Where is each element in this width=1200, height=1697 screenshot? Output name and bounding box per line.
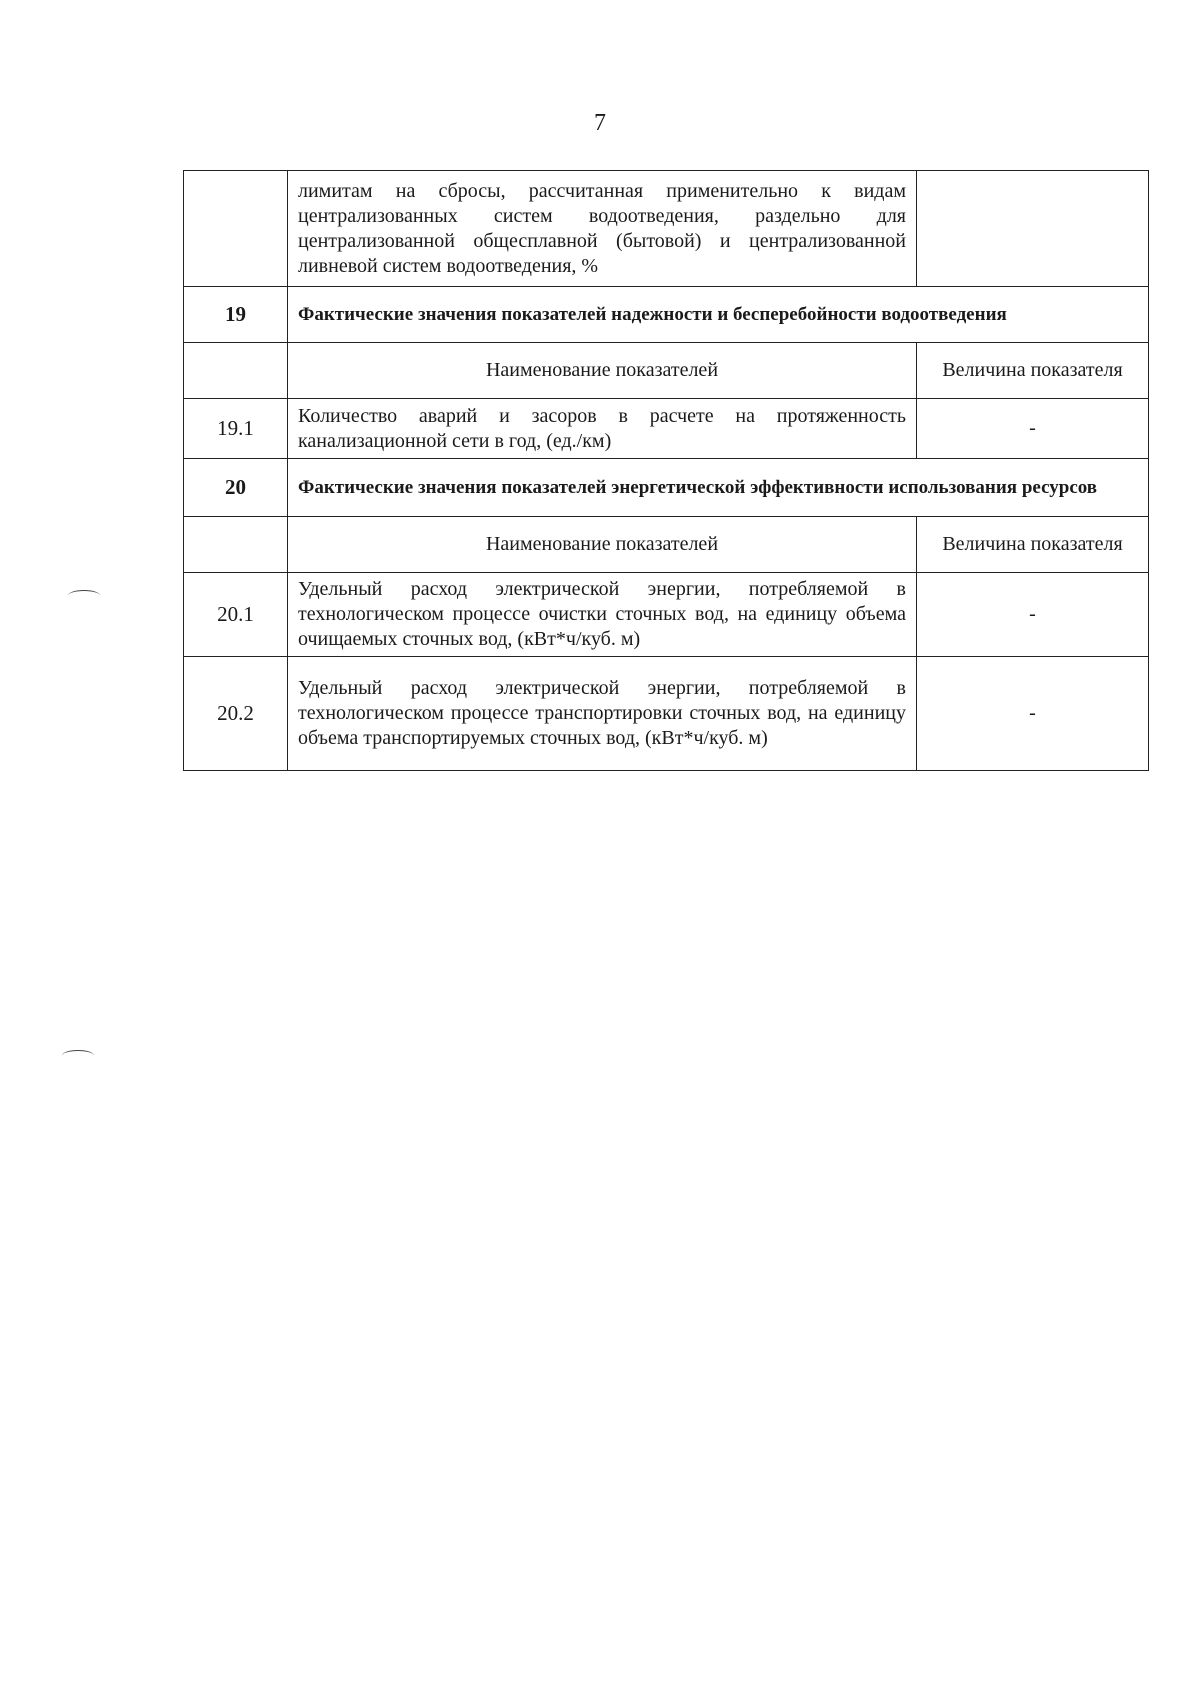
indicator-value: - [917,657,1149,771]
section-title: Фактические значения показателей энергетической эффективности использования ресурсов [288,459,1149,517]
column-header-value: Величина показателя [917,343,1149,399]
section-number: 20 [184,459,288,517]
column-header-value: Величина показателя [917,517,1149,573]
indicators-table [183,170,1149,771]
page-number: 7 [594,110,606,136]
indicator-text: Количество аварий и засоров в расчете на протяженность канализационной сети в год, (ед./км) [288,399,917,459]
table-row [184,573,1149,657]
column-header-name: Наименование показателей [288,517,917,573]
punch-hole-mark [68,590,100,601]
row-number: 19.1 [184,399,288,459]
section-row [184,459,1149,517]
row-number: 20.2 [184,657,288,771]
indicator-text: Удельный расход электрической энергии, потребляемой в технологическом процессе транспортировки сточных вод, на единицу объема транспортируемых сточных вод, (кВт*ч/куб. м) [288,657,917,771]
section-title: Фактические значения показателей надежности и бесперебойности водоотведения [288,287,1149,343]
indicator-text: лимитам на сбросы, рассчитанная применительно к видам централизованных систем водоотведения, раздельно для централизованной общесплавной (бытовой) и централизованной ливневой систем водоотведения, % [288,171,917,287]
num-cell [184,517,288,573]
num-cell [184,343,288,399]
table-row [184,399,1149,459]
indicator-value: - [917,573,1149,657]
section-row [184,287,1149,343]
indicator-value: - [917,399,1149,459]
table-row [184,171,1149,287]
header-row [184,343,1149,399]
table-row [184,657,1149,771]
column-header-name: Наименование показателей [288,343,917,399]
punch-hole-mark [62,1050,94,1061]
indicator-text: Удельный расход электрической энергии, потребляемой в технологическом процессе очистки сточных вод, на единицу объема очищаемых сточных вод, (кВт*ч/куб. м) [288,573,917,657]
header-row [184,517,1149,573]
row-number: 20.1 [184,573,288,657]
section-number: 19 [184,287,288,343]
num-cell [184,171,288,287]
value-cell [917,171,1149,287]
